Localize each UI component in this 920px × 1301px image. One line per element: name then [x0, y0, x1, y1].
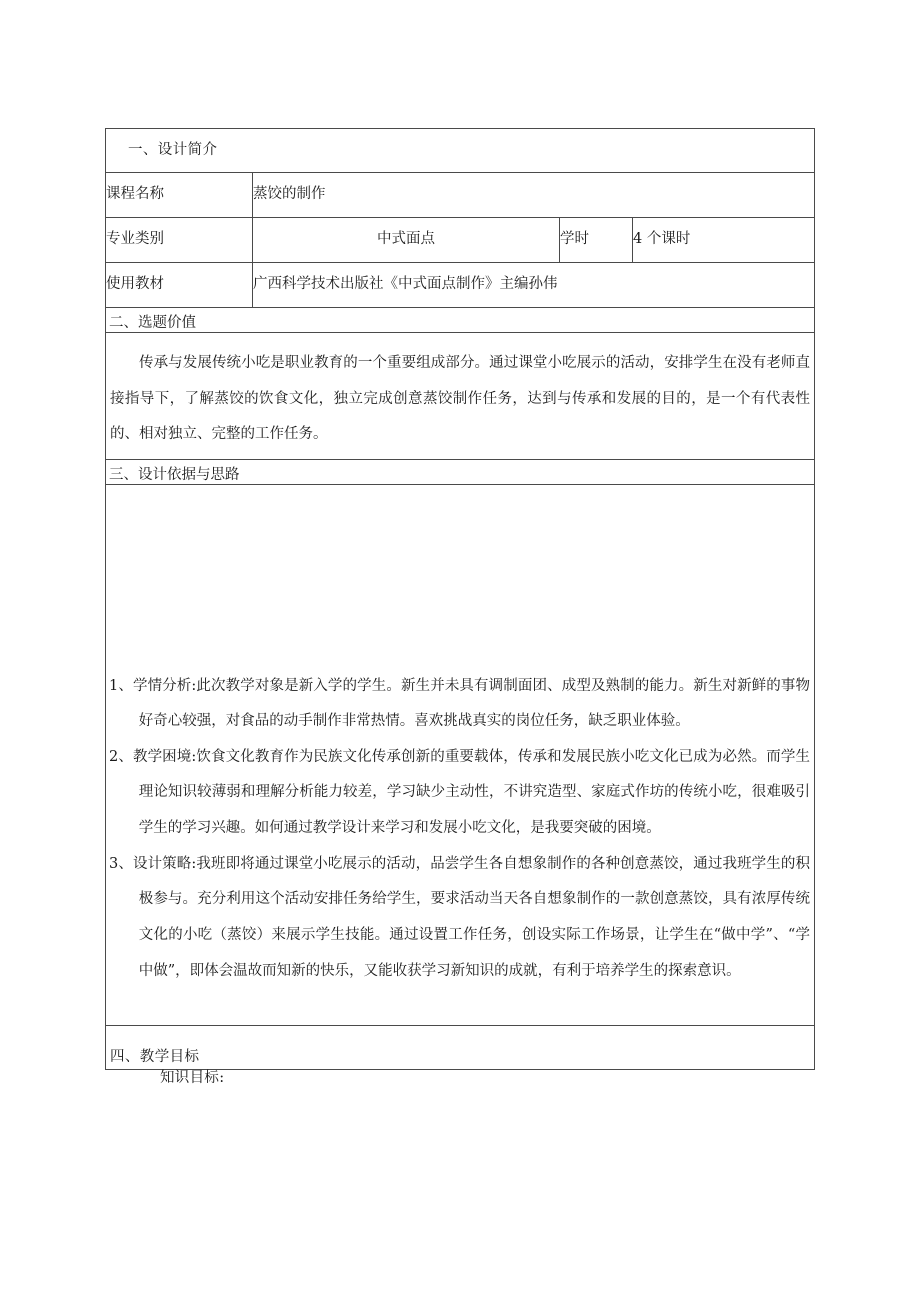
section-three-item-2-title: 教学困境:: [132, 748, 197, 765]
major-category-label: 专业类别: [106, 218, 253, 263]
section-three-item-2: [109, 740, 810, 847]
section-three-item-1-body: 此次教学对象是新入学的学生。新生并未具有调制面团、成型及熟制的能力。新生对新鲜的事物好奇心较强，对食品的动手制作非常热情。喜欢挑战真实的岗位任务，缺乏职业体验。: [138, 677, 811, 730]
section-three-heading-text: 三、设计依据与思路: [109, 467, 240, 484]
class-hours-label: 学时: [560, 218, 633, 263]
section-three-heading-cell: [106, 459, 815, 484]
section-three-body-row: [106, 484, 815, 1025]
section-four-heading-text: 四、教学目标: [110, 1048, 200, 1065]
section-two-heading-cell: [106, 308, 815, 333]
section-three-item-2-body: 饮食文化教育作为民族文化传承创新的重要载体，传承和发展民族小吃文化已成为必然。而学生理论知识较薄弱和理解分析能力较差，学习缺少主动性，不讲究造型、家庭式作坊的传统小吃，很难吸引学生的学习兴趣。如何通过教学设计来学习和发展小吃文化，是我要突破的困境。: [138, 748, 811, 837]
section-two-body-row: [106, 333, 815, 460]
section-one-heading-cell: [106, 129, 815, 173]
section-two-paragraph: 传承与发展传统小吃是职业教育的一个重要组成部分。通过课堂小吃展示的活动，安排学生在没有老师直接指导下，了解蒸饺的饮食文化，独立完成创意蒸饺制作任务，达到与传承和发展的目的，是一个有代表性的、相对独立、完整的工作任务。: [110, 355, 811, 443]
section-three-item-list: [106, 669, 814, 994]
section-one-heading-row: [106, 129, 815, 173]
section-three-body-cell: [106, 484, 815, 1025]
section-three-item-3: [109, 847, 810, 990]
class-hours-value: 4 个课时: [633, 218, 815, 263]
section-three-item-1: [109, 669, 810, 740]
table-row-textbook: [106, 263, 815, 308]
section-three-blank-area: [106, 517, 814, 669]
textbook-label: 使用教材: [106, 263, 253, 308]
section-two-heading-text: 二、选题价值: [109, 315, 196, 332]
lesson-design-table: [105, 128, 815, 1070]
major-category-value: 中式面点: [253, 218, 560, 263]
section-three-item-2-marker: 2、: [109, 748, 133, 765]
section-four-heading-row: [106, 1025, 815, 1069]
textbook-value: 广西科学技术出版社《中式面点制作》主编孙伟: [253, 263, 815, 308]
course-name-value: 蒸饺的制作: [253, 173, 815, 218]
table-row-major-category: [106, 218, 815, 263]
section-four-heading-cell: [106, 1025, 815, 1069]
section-three-item-3-marker: 3、: [109, 855, 133, 872]
course-name-label: 课程名称: [106, 173, 253, 218]
table-row-course-name: [106, 173, 815, 218]
section-two-body-cell: [106, 333, 815, 460]
section-two-heading-row: [106, 308, 815, 333]
section-one-heading-text: 一、设计简介: [128, 141, 218, 158]
section-three-item-1-marker: 1、: [109, 677, 133, 694]
section-three-item-3-body: 我班即将通过课堂小吃展示的活动，品尝学生各自想象制作的各种创意蒸饺，通过我班学生的积极参与。充分利用这个活动安排任务给学生，要求活动当天各自想象制作的一款创意蒸饺，具有浓厚传统文化的小吃（蒸饺）来展示学生技能。通过设置工作任务，创设实际工作场景，让学生在“做中学”、“学中做”，即体会温故而知新的快乐，又能收获学习新知识的成就，有利于培养学生的探索意识。: [138, 855, 811, 979]
section-three-heading-row: [106, 459, 815, 484]
knowledge-objective-subheading: 知识目标:: [160, 1070, 225, 1086]
section-three-item-3-title: 设计策略:: [132, 855, 197, 872]
section-three-item-1-title: 学情分析:: [132, 677, 197, 694]
